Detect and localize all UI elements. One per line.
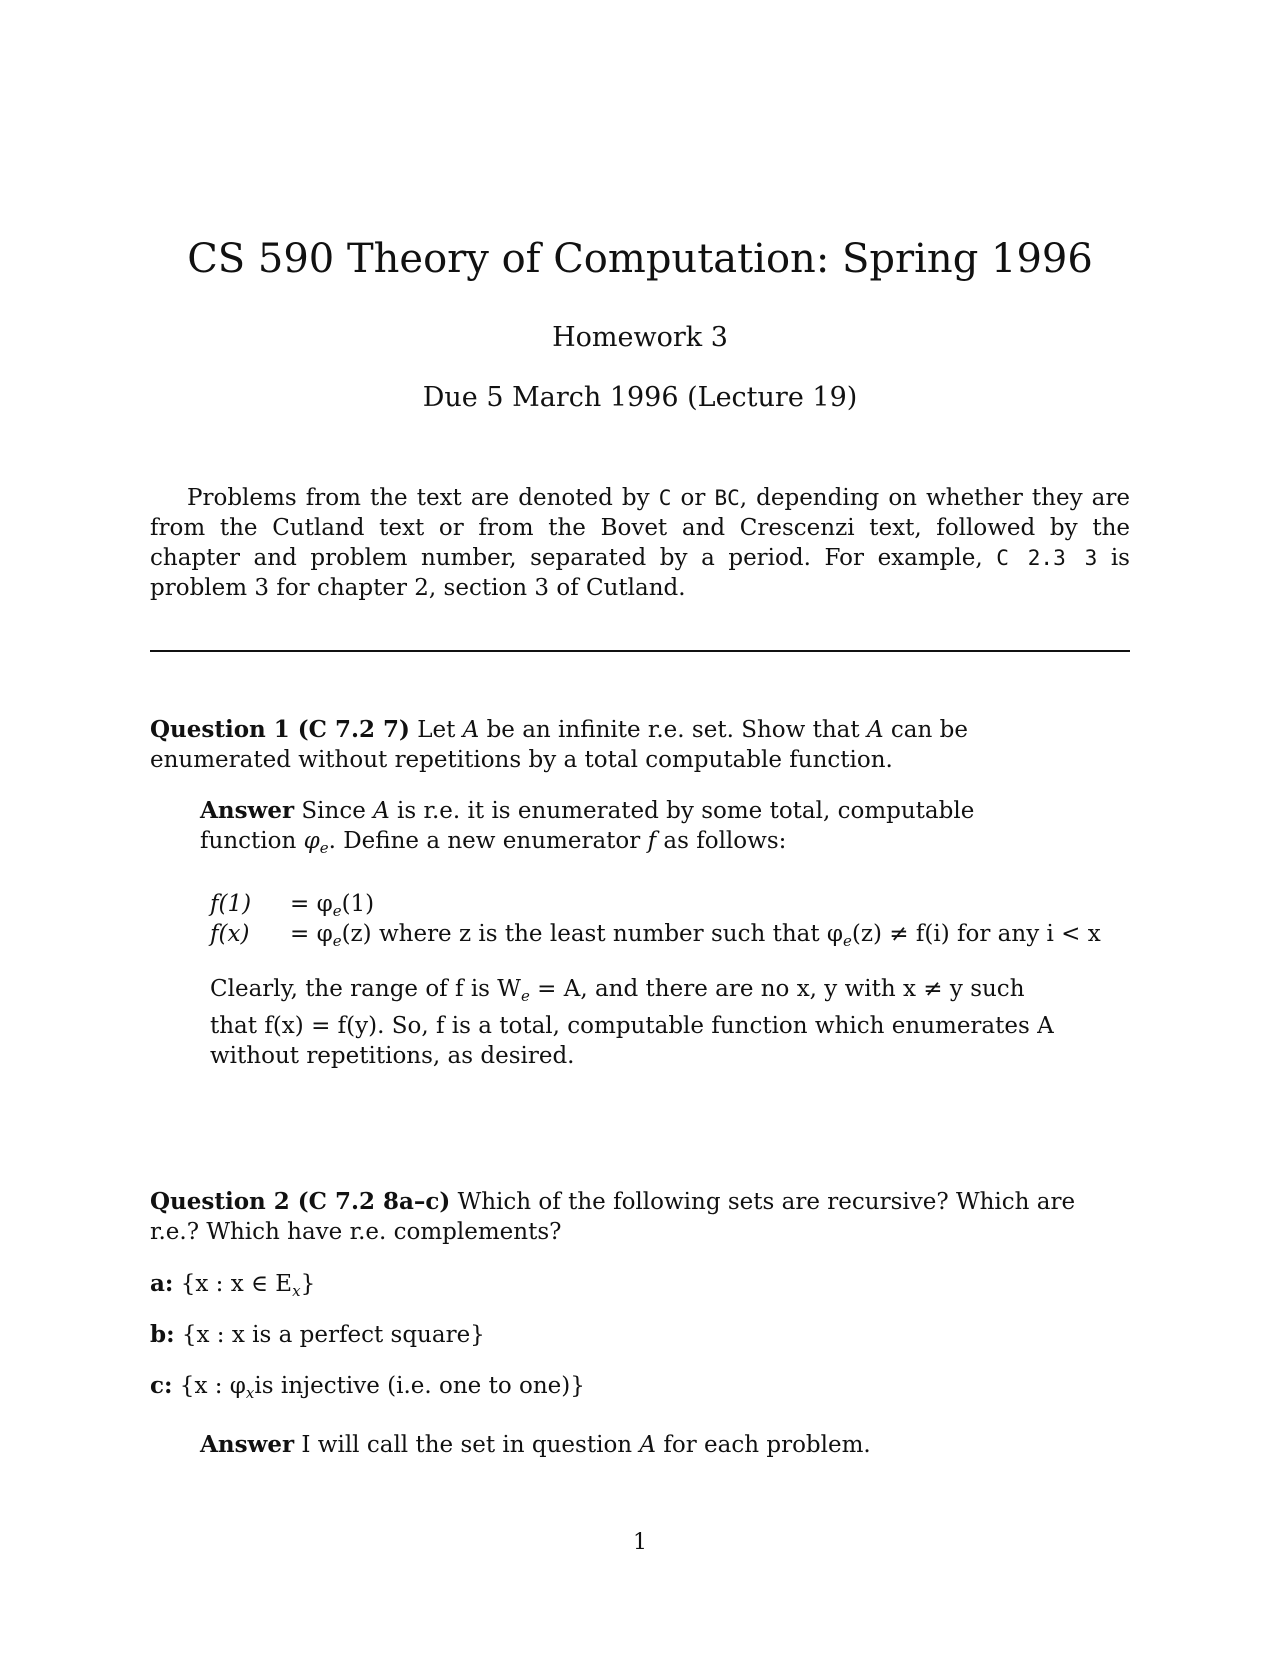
a1-text-c: . Define a new enumerator bbox=[328, 828, 648, 854]
set-item-a bbox=[150, 1270, 315, 1300]
question-1 bbox=[150, 715, 1080, 775]
item-b-text: {x : x is a perfect square} bbox=[174, 1322, 485, 1348]
item-a-tail: } bbox=[300, 1271, 316, 1297]
set-item-c bbox=[150, 1372, 585, 1402]
page-number: 1 bbox=[633, 1530, 647, 1555]
question-2-label: Question 2 (C 7.2 8a–c) bbox=[150, 1188, 451, 1215]
item-a-sub: x bbox=[292, 1282, 301, 1300]
q1-text-c: can be enumerated without repetitions by a total computable function. bbox=[150, 717, 968, 773]
a1-text-b: is r.e. it is enumerated by some total, computable function bbox=[200, 798, 975, 854]
item-c-label: c: bbox=[150, 1372, 173, 1399]
answer-2 bbox=[200, 1430, 1050, 1460]
intro-text-4: is problem 3 for chapter 2, section 3 of Cutland. bbox=[150, 545, 1130, 601]
after-text-b: = A, and there are no x, y with x ≠ y such that f(x) = f(y). So, f is a total, computable function which enumerates A without repetitions, as desired. bbox=[210, 976, 1054, 1069]
intro-text-2: or bbox=[671, 485, 715, 511]
item-c-tail: is injective (i.e. one to one)} bbox=[254, 1373, 585, 1399]
a1-sub-e: e bbox=[319, 839, 329, 857]
set-item-b bbox=[150, 1321, 485, 1348]
a1-var-f: f bbox=[647, 828, 657, 854]
eq2-tail: (z) ≠ f(i) for any i < x bbox=[851, 921, 1101, 947]
code-c: C bbox=[658, 486, 672, 510]
q1-text-a: Let bbox=[409, 717, 463, 743]
equation-2 bbox=[210, 921, 1101, 950]
q1-text-b: be an infinite r.e. set. Show that bbox=[479, 717, 867, 743]
intro-text-3: , depending on whether they are from the Cutland text or from the Bovet and Crescenzi text, followed by the chapter and problem number, separated by a period. For example, bbox=[150, 485, 1130, 571]
after-text-a: Clearly, the range of f is W bbox=[210, 976, 521, 1002]
a2-text-a: I will call the set in question bbox=[294, 1432, 640, 1458]
item-c-sub: x bbox=[245, 1384, 255, 1402]
question-1-label: Question 1 (C 7.2 7) bbox=[150, 716, 410, 743]
item-b-label: b: bbox=[150, 1321, 175, 1348]
q2-text: Which of the following sets are recursive? Which are r.e.? Which have r.e. complements? bbox=[150, 1189, 1076, 1245]
q1-var-a2: A bbox=[866, 717, 884, 743]
after-sub: e bbox=[520, 987, 530, 1005]
eq2-lhs: f(x) bbox=[210, 921, 250, 947]
answer-2-label: Answer bbox=[200, 1431, 295, 1458]
item-a-label: a: bbox=[150, 1270, 174, 1297]
question-2 bbox=[150, 1187, 1080, 1247]
a1-text-d: as follows: bbox=[656, 828, 787, 854]
a2-text-b: for each problem. bbox=[656, 1432, 871, 1458]
equation-1 bbox=[210, 891, 374, 920]
a1-var-a: A bbox=[373, 798, 390, 824]
answer-1-conclusion bbox=[210, 974, 1070, 1071]
eq2-sub2: e bbox=[843, 932, 852, 950]
eq1-rhs: = φ bbox=[290, 891, 333, 917]
answer-1-label: Answer bbox=[200, 797, 295, 824]
a2-var: A bbox=[639, 1432, 657, 1458]
q1-var-a1: A bbox=[462, 717, 480, 743]
horizontal-rule bbox=[150, 650, 1130, 652]
eq2-sub: e bbox=[332, 932, 342, 950]
intro-paragraph bbox=[150, 483, 1130, 603]
document-title: CS 590 Theory of Computation: Spring 1996 bbox=[187, 236, 1093, 282]
document-subtitle: Homework 3 bbox=[552, 322, 728, 353]
item-a-text: {x : x ∈ E bbox=[173, 1271, 293, 1297]
a1-text-a: Since bbox=[294, 798, 374, 824]
eq1-lhs: f(1) bbox=[210, 891, 252, 917]
due-date: Due 5 March 1996 (Lecture 19) bbox=[422, 382, 858, 413]
answer-1 bbox=[200, 796, 1050, 863]
eq2-mid: (z) where z is the least number such that φ bbox=[341, 921, 844, 947]
code-bc: BC bbox=[714, 486, 740, 510]
code-example: C 2.3 3 bbox=[996, 546, 1098, 570]
eq1-sub: e bbox=[332, 902, 342, 920]
eq1-tail: (1) bbox=[341, 891, 375, 917]
eq2-rhs: = φ bbox=[290, 921, 333, 947]
item-c-text: {x : φ bbox=[172, 1373, 246, 1399]
intro-text-1: Problems from the text are denoted by bbox=[187, 485, 659, 511]
a1-phi: φ bbox=[303, 828, 320, 854]
